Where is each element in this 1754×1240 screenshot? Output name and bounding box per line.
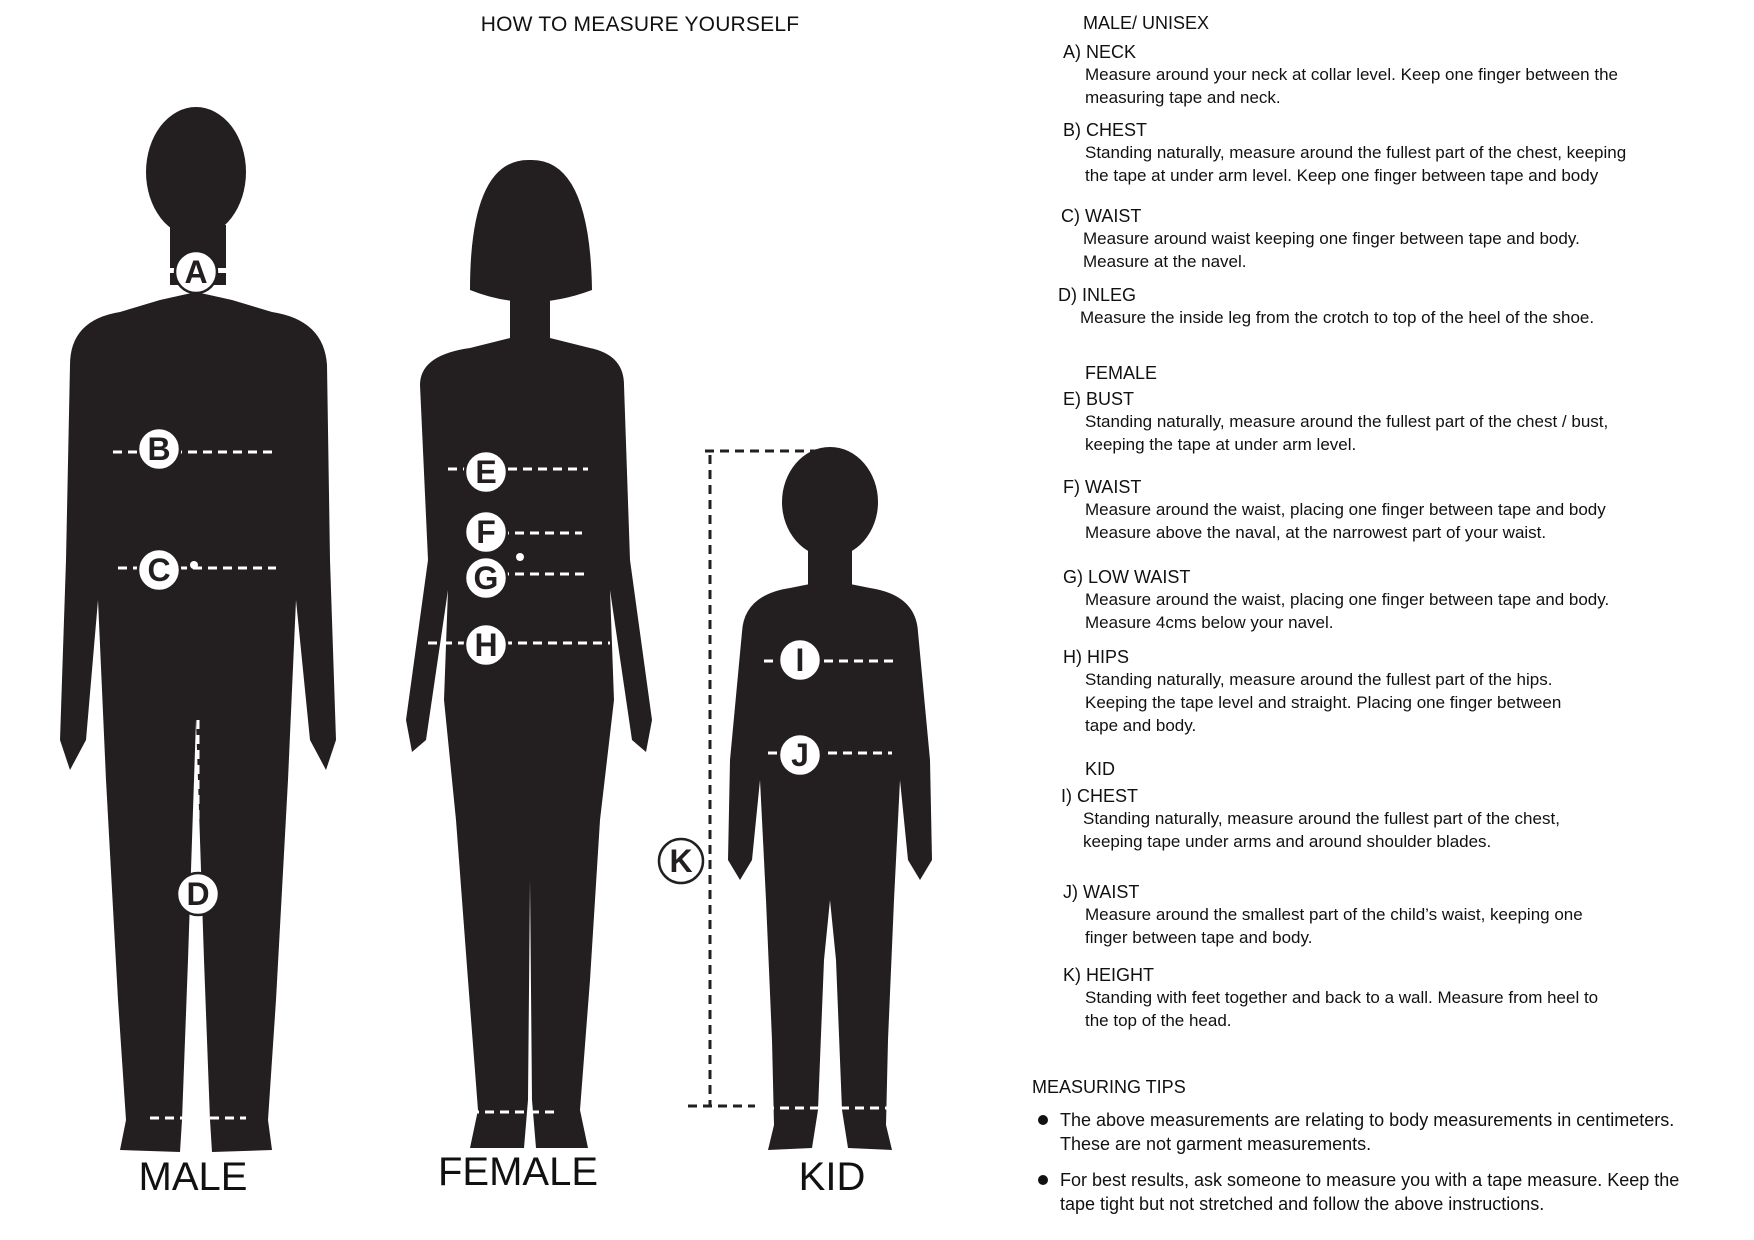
tip-item [1032, 1168, 1752, 1216]
item-desc: Standing with feet together and back to a wall. Measure from heel to [1085, 988, 1599, 1007]
group-title-kid: KID [1085, 759, 1116, 779]
marker-i-label: I [795, 642, 805, 678]
item-desc: Standing naturally, measure around the fullest part of the hips. [1085, 670, 1553, 689]
marker-j [779, 734, 821, 776]
item-desc: Measure at the navel. [1083, 252, 1247, 271]
item-height [1063, 964, 1598, 1032]
tip-line: tape tight but not stretched and follow the above instructions. [1060, 1194, 1545, 1214]
marker-d-label: D [186, 876, 210, 912]
item-kid-waist [1063, 881, 1583, 949]
item-desc: tape and body. [1085, 716, 1197, 735]
tips-title: MEASURING TIPS [1032, 1077, 1186, 1097]
marker-d [177, 873, 219, 915]
marker-i [779, 639, 821, 681]
male-navel-dot [190, 561, 198, 569]
tip-line: For best results, ask someone to measure you with a tape measure. Keep the [1060, 1170, 1680, 1190]
item-desc: Measure around the waist, placing one finger between tape and body. [1085, 590, 1610, 609]
marker-g [465, 557, 507, 599]
item-title: E) BUST [1063, 389, 1135, 409]
kid-silhouette [728, 447, 932, 1150]
item-title: I) CHEST [1061, 786, 1139, 806]
female-label: FEMALE [437, 1150, 599, 1194]
tip-line: These are not garment measurements. [1060, 1134, 1372, 1154]
marker-k-label: K [669, 843, 693, 879]
item-desc: Measure above the naval, at the narrowest part of your waist. [1085, 523, 1547, 542]
item-title: H) HIPS [1063, 647, 1130, 667]
marker-b-label: B [147, 431, 171, 467]
item-title: D) INLEG [1058, 285, 1137, 305]
item-desc: the tape at under arm level. Keep one finger between tape and body [1085, 166, 1599, 185]
marker-a [175, 251, 217, 293]
marker-h [465, 624, 507, 666]
measuring-tips [1032, 1077, 1752, 1228]
item-desc: Standing naturally, measure around the fullest part of the chest / bust, [1085, 412, 1609, 431]
marker-a-label: A [184, 254, 208, 290]
female-silhouette [406, 160, 652, 1148]
item-desc: Measure around waist keeping one finger between tape and body. [1083, 229, 1580, 248]
item-title: J) WAIST [1063, 882, 1140, 902]
kid-label: KID [798, 1155, 866, 1199]
item-female-waist [1063, 476, 1606, 544]
item-hips [1063, 646, 1561, 737]
item-title: C) WAIST [1061, 206, 1142, 226]
item-desc: keeping the tape at under arm level. [1085, 435, 1357, 454]
bullet-icon [1038, 1175, 1048, 1185]
item-desc: Measure around your neck at collar level. Keep one finger between the [1085, 65, 1618, 84]
item-title: F) WAIST [1063, 477, 1142, 497]
tip-line: The above measurements are relating to body measurements in centimeters. [1060, 1110, 1675, 1130]
item-desc: Standing naturally, measure around the fullest part of the chest, keeping [1085, 143, 1627, 162]
item-low-waist [1063, 566, 1609, 634]
marker-b [138, 428, 180, 470]
marker-f [465, 511, 507, 553]
marker-k [659, 839, 703, 883]
item-desc: Measure around the waist, placing one finger between tape and body [1085, 500, 1606, 519]
item-waist [1061, 205, 1580, 273]
item-title: A) NECK [1063, 42, 1137, 62]
marker-e-label: E [475, 454, 497, 490]
marker-h-label: H [474, 627, 498, 663]
item-desc: Measure around the smallest part of the child’s waist, keeping one [1085, 905, 1583, 924]
marker-g-label: G [473, 560, 499, 596]
item-desc: Standing naturally, measure around the fullest part of the chest, [1083, 809, 1560, 828]
item-desc: Keeping the tape level and straight. Placing one finger between [1085, 693, 1562, 712]
marker-e [465, 451, 507, 493]
group-title-male: MALE/ UNISEX [1083, 13, 1210, 33]
item-title: K) HEIGHT [1063, 965, 1155, 985]
marker-j-label: J [791, 737, 809, 773]
group-title-female: FEMALE [1085, 363, 1158, 383]
page-heading: HOW TO MEASURE YOURSELF [480, 13, 800, 36]
item-bust [1063, 388, 1608, 456]
item-kid-chest [1061, 785, 1560, 853]
marker-f-label: F [476, 514, 496, 550]
item-desc: keeping tape under arms and around shoulder blades. [1083, 832, 1492, 851]
item-inleg [1058, 284, 1594, 329]
bullet-icon [1038, 1115, 1048, 1125]
item-neck [1063, 41, 1618, 109]
male-label: MALE [138, 1155, 248, 1199]
item-desc: Measure the inside leg from the crotch to top of the heel of the shoe. [1080, 308, 1595, 327]
item-desc: Measure 4cms below your navel. [1085, 613, 1334, 632]
item-chest [1063, 119, 1626, 187]
tip-item [1032, 1108, 1752, 1156]
marker-c-label: C [147, 552, 171, 588]
item-title: B) CHEST [1063, 120, 1148, 140]
item-desc: the top of the head. [1085, 1011, 1232, 1030]
marker-c [138, 549, 180, 591]
item-desc: measuring tape and neck. [1085, 88, 1281, 107]
female-navel-dot [516, 553, 524, 561]
item-desc: finger between tape and body. [1085, 928, 1313, 947]
item-title: G) LOW WAIST [1063, 567, 1191, 587]
